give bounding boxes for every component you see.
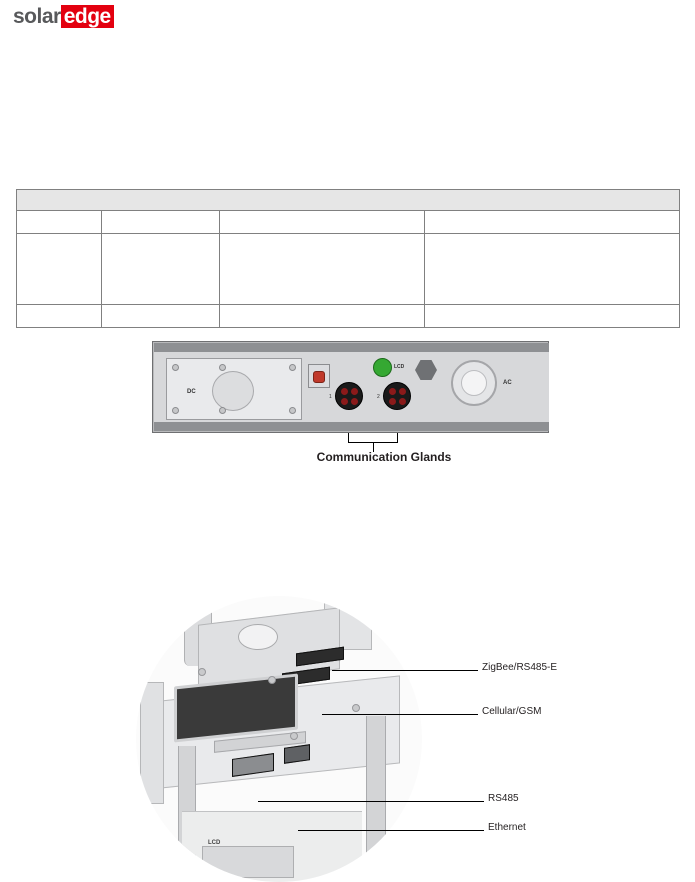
table-cell [17, 211, 102, 234]
screw-icon [290, 732, 298, 740]
callout-zigbee-rs485e: ZigBee/RS485-E [482, 662, 558, 673]
dc-safety-switch-box [166, 358, 302, 420]
table-header-row [17, 190, 680, 211]
screw-icon [172, 364, 179, 371]
table-cell [425, 305, 680, 328]
gland-nub [389, 398, 396, 405]
screw-icon [268, 676, 276, 684]
gland-nub [399, 398, 406, 405]
solaredge-logo [13, 4, 114, 30]
specification-table [16, 189, 679, 328]
gland-2-number: 2 [377, 394, 380, 400]
table-cell [102, 211, 220, 234]
screw-icon [289, 364, 296, 371]
dc-label: DC [187, 389, 196, 395]
table-cell [220, 234, 425, 305]
ac-label: AC [503, 380, 512, 386]
bottom-panel [202, 846, 294, 878]
screw-icon [289, 407, 296, 414]
table-cell [425, 234, 680, 305]
panel-top-strip [154, 343, 549, 352]
communication-gland-2 [383, 382, 411, 410]
table-cell [17, 305, 102, 328]
screw-icon [172, 407, 179, 414]
table-row [17, 211, 680, 234]
gland-nub [351, 388, 358, 395]
leader-line-zigbee [332, 670, 478, 671]
logo-text-edge: edge [61, 5, 114, 28]
callout-ethernet: Ethernet [488, 822, 526, 833]
gland-nub [399, 388, 406, 395]
lcd-button-label: LCD [394, 364, 405, 370]
left-structural-bar [140, 682, 164, 804]
table-cell [425, 211, 680, 234]
leader-line-ethernet [298, 830, 484, 831]
callout-rs485: RS485 [488, 793, 519, 804]
table-row [17, 305, 680, 328]
gland-1-number: 1 [329, 394, 332, 400]
lcd-light-button [373, 358, 392, 377]
table-cell [17, 234, 102, 305]
red-switch-housing [308, 364, 330, 388]
screw-icon [219, 407, 226, 414]
red-switch-icon [313, 371, 325, 383]
gland-nub [341, 388, 348, 395]
screw-icon [352, 704, 360, 712]
figure-inverter-bottom-panel [152, 341, 549, 464]
table-header-cell [17, 190, 680, 211]
communication-gland-1 [335, 382, 363, 410]
table-cell [102, 234, 220, 305]
table-cell [102, 305, 220, 328]
vertical-bar-right [366, 716, 386, 882]
gland-nub [389, 388, 396, 395]
panel-bottom-strip [154, 422, 549, 431]
gland-nub [341, 398, 348, 405]
table-cell [220, 211, 425, 234]
screw-icon [198, 668, 206, 676]
inverter-interior-photo [136, 596, 422, 882]
lcd-label: LCD [208, 840, 221, 846]
ac-gland-inner [461, 370, 487, 396]
inverter-panel [152, 341, 549, 433]
table-row [17, 234, 680, 305]
screw-icon [219, 364, 226, 371]
leader-line-cellular [322, 714, 478, 715]
callout-cellular-gsm: Cellular/GSM [482, 706, 542, 717]
callout-bracket [348, 433, 398, 443]
logo-text-solar: solar [13, 5, 61, 28]
dial-knob [238, 624, 278, 650]
gland-nub [351, 398, 358, 405]
table-cell [220, 305, 425, 328]
ac-gland [451, 360, 497, 406]
leader-line-rs485 [258, 801, 484, 802]
figure1-caption: Communication Glands [316, 450, 452, 464]
figure-inverter-communication-board [136, 596, 695, 882]
dc-knob [212, 371, 254, 411]
